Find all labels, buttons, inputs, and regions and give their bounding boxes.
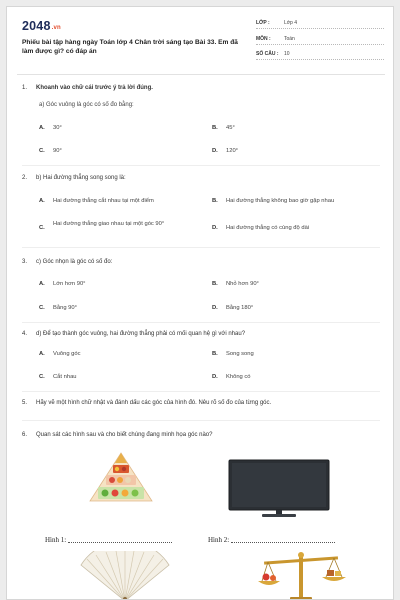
option-text: Nhỏ hơn 90° (226, 281, 259, 287)
site-logo[interactable] (22, 19, 61, 33)
question-divider (22, 391, 380, 392)
option-letter: D. (212, 374, 218, 380)
option-letter: A. (39, 281, 45, 287)
worksheet-title: Phiếu bài tập hàng ngày Toán lớp 4 Chân trời sáng tạo Bài 33. Em đã làm được gì? có đáp án (22, 39, 238, 55)
question-number: 5. (22, 400, 28, 406)
question-5 (22, 399, 271, 407)
option-letter: C. (39, 305, 45, 311)
option-text: Song song (226, 351, 254, 357)
question-number: 3. (22, 259, 28, 265)
option-text: 30° (53, 125, 62, 131)
question-text: c) Góc nhọn là góc có số đo: (36, 259, 113, 265)
question-3 (22, 258, 112, 266)
option-letter: D. (212, 305, 218, 311)
option-text: Hai đường thẳng cắt nhau tại một điểm (53, 198, 154, 204)
tv-screen-icon (228, 459, 330, 519)
meta-value: Toán (284, 36, 295, 42)
question-text: b) Hai đường thẳng song song là: (36, 175, 126, 181)
option-text: Bằng 90° (53, 305, 77, 311)
paper-fan-icon (79, 551, 171, 600)
option-letter: C. (39, 374, 45, 380)
option-letter: A. (39, 351, 45, 357)
meta-label: LỚP : (256, 20, 270, 26)
logo-text: 2048 (22, 19, 51, 33)
question-divider (22, 247, 380, 248)
question-2 (22, 174, 126, 182)
worksheet-header (7, 7, 394, 71)
question-4 (22, 330, 245, 338)
option-letter: A. (39, 198, 45, 204)
meta-subject (256, 33, 384, 45)
option-text: 120° (226, 148, 238, 154)
option-text: Hai đường thẳng không bao giờ gặp nhau (226, 198, 335, 204)
question-6 (22, 431, 212, 439)
option-text: Hai đường thẳng có cùng độ dài (226, 225, 310, 231)
question-text: Hãy vẽ một hình chữ nhật và đánh dấu các góc của hình đó. Nêu rõ số đo của từng góc. (36, 400, 272, 406)
option-letter: B. (212, 351, 218, 357)
option-letter: D. (212, 148, 218, 154)
option-text: Vuông góc (53, 351, 81, 357)
answer-line[interactable] (231, 542, 335, 543)
option-letter: B. (212, 281, 218, 287)
meta-label: SỐ CÂU : (256, 51, 279, 57)
question-number: 4. (22, 331, 28, 337)
meta-value: 10 (284, 51, 290, 57)
meta-value: Lớp 4 (284, 20, 298, 26)
question-number: 2. (22, 175, 28, 181)
figure-label-text: Hình 1: (45, 536, 67, 544)
question-1 (22, 84, 153, 92)
figure-label-text: Hình 2: (208, 536, 230, 544)
option-text: 90° (53, 148, 62, 154)
option-text: Không có (226, 374, 251, 380)
figure-2-label (208, 536, 335, 544)
answer-line[interactable] (68, 542, 172, 543)
question-divider (22, 165, 380, 166)
figure-1-label (45, 536, 172, 544)
option-letter: A. (39, 125, 45, 131)
food-pyramid-icon (88, 451, 154, 503)
option-text: Lớn hơn 90° (53, 281, 86, 287)
option-letter: C. (39, 225, 45, 231)
option-text: Hai đường thẳng giao nhau tại một góc 90° (53, 221, 165, 227)
question-divider (22, 322, 380, 323)
question-divider (22, 420, 380, 421)
meta-class (256, 17, 384, 29)
worksheet-page (6, 6, 394, 600)
question-number: 1. (22, 85, 28, 91)
option-letter: D. (212, 225, 218, 231)
option-letter: C. (39, 148, 45, 154)
question-text: Quan sát các hình sau và cho biết chúng đang minh họa góc nào? (36, 432, 213, 438)
question-text: Khoanh vào chữ cái trước ý trả lời đúng. (36, 85, 153, 91)
option-letter: B. (212, 125, 218, 131)
header-divider (17, 74, 385, 75)
meta-count (256, 48, 384, 60)
option-text: 45° (226, 125, 235, 131)
option-text: Cắt nhau (53, 374, 77, 380)
balance-scale-icon (254, 551, 348, 600)
question-text: d) Để tạo thành góc vuông, hai đường thẳng phải có mối quan hệ gì với nhau? (36, 331, 246, 337)
option-letter: B. (212, 198, 218, 204)
option-text: Bằng 180° (226, 305, 254, 311)
question-number: 6. (22, 432, 28, 438)
question-1-sub: a) Góc vuông là góc có số đo bằng: (39, 102, 134, 108)
meta-label: MÔN : (256, 36, 271, 42)
logo-suffix: .vn (51, 25, 61, 31)
